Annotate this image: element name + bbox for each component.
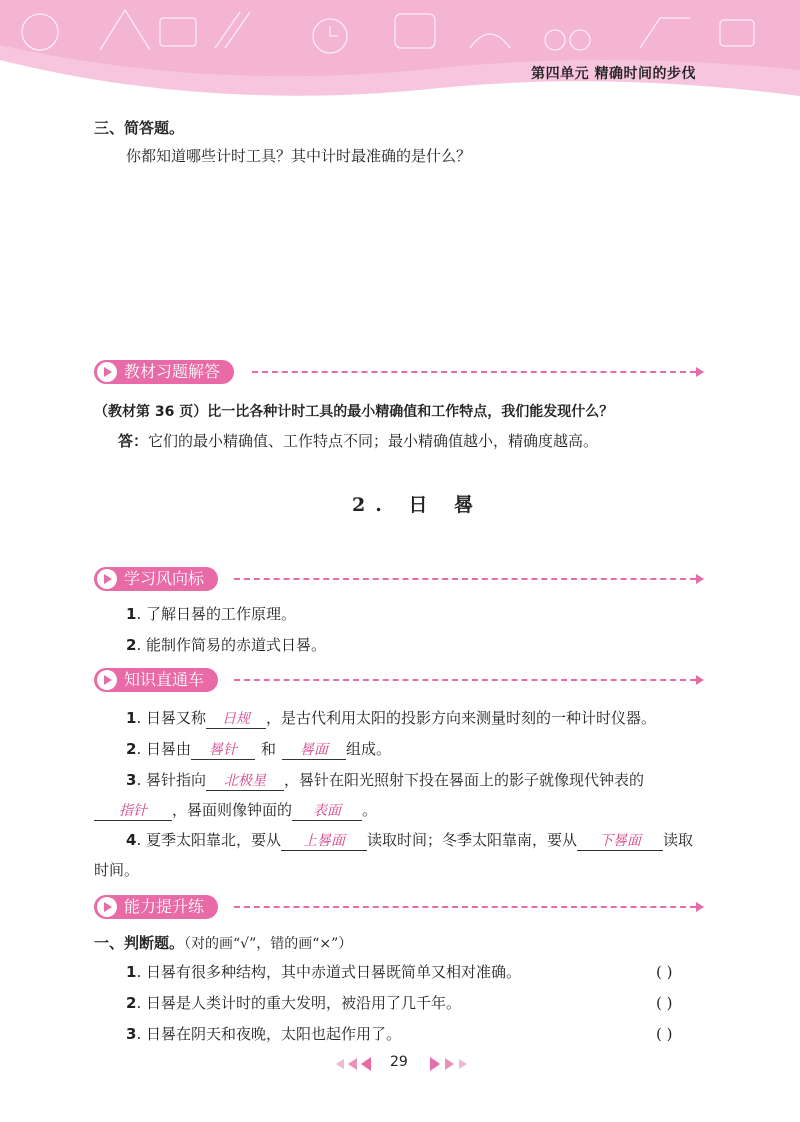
answer-blank: 北极星 <box>206 772 284 791</box>
answer-parentheses[interactable]: ( ) <box>656 994 673 1012</box>
arrow-right-icon <box>696 902 704 912</box>
answer-blank: 上晷面 <box>281 832 367 851</box>
arrow-right-icon <box>696 367 704 377</box>
knowledge-q4: 4. 夏季太阳靠北，要从 上晷面 读取时间；冬季太阳靠南，要从 下晷面 读取 <box>126 831 694 849</box>
answer-blank: 表面 <box>292 802 362 821</box>
short-answer-heading: 三、简答题。 <box>94 119 185 137</box>
knowledge-q3-cont: 指针 ，晷面则像钟面的 表面 。 <box>94 800 377 821</box>
page-footer <box>326 1054 476 1074</box>
answer-blank: 晷针 <box>191 741 255 760</box>
play-icon <box>97 569 117 589</box>
arrow-right-icon <box>696 574 704 584</box>
unit-title: 第四单元 精确时间的步伐 <box>531 66 696 82</box>
judgment-item: 3. 日晷在阴天和夜晚，太阳也起作用了。 <box>126 1025 401 1043</box>
goal-item: 1. 了解日晷的工作原理。 <box>126 605 296 623</box>
page-number: 29 <box>390 1054 408 1070</box>
judgment-heading: 一、判断题。（对的画“√”，错的画“×”） <box>94 934 353 952</box>
play-icon <box>97 362 117 382</box>
textbook-banner: 教材习题解答 <box>94 360 706 384</box>
judgment-item: 2. 日晷是人类计时的重大发明，被沿用了几千年。 <box>126 994 461 1012</box>
arrow-right-icon <box>696 675 704 685</box>
play-icon <box>97 670 117 690</box>
next-arrows-icon <box>426 1056 486 1072</box>
short-answer-question: 你都知道哪些计时工具？其中计时最准确的是什么？ <box>126 147 472 165</box>
knowledge-q3: 3. 晷针指向 北极星 ，晷针在阳光照射下投在晷面上的影子就像现代钟表的 <box>126 771 644 789</box>
goal-item: 2. 能制作简易的赤道式日晷。 <box>126 636 326 654</box>
answer-parentheses[interactable]: ( ) <box>656 963 673 981</box>
answer-blank: 下晷面 <box>577 832 663 851</box>
page-header <box>0 0 800 104</box>
judgment-item: 1. 日晷有很多种结构，其中赤道式日晷既简单又相对准确。 <box>126 963 521 981</box>
answer-blank: 晷面 <box>282 741 346 760</box>
knowledge-q1: 1. 日晷又称 日规 ，是古代利用太阳的投影方向来测量时刻的一种计时仪器。 <box>126 709 656 727</box>
textbook-question: （教材第 36 页）比一比各种计时工具的最小精确值和工作特点，我们能发现什么？ <box>94 404 614 420</box>
goals-banner: 学习风向标 <box>94 567 706 591</box>
answer-blank: 指针 <box>94 802 172 821</box>
prev-arrows-icon <box>326 1056 386 1072</box>
header-background <box>0 0 800 104</box>
knowledge-q2: 2. 日晷由 晷针 和 晷面 组成。 <box>126 740 392 758</box>
answer-blank: 日规 <box>206 710 266 729</box>
textbook-answer: 答：它们的最小精确值、工作特点不同；最小精确值越小，精确度越高。 <box>118 432 599 450</box>
answer-parentheses[interactable]: ( ) <box>656 1025 673 1043</box>
knowledge-banner: 知识直通车 <box>94 668 706 692</box>
knowledge-q4-cont: 时间。 <box>94 861 140 879</box>
lesson-title: 2. 日 晷 <box>352 494 484 516</box>
practice-banner: 能力提升练 <box>94 895 706 919</box>
play-icon <box>97 897 117 917</box>
